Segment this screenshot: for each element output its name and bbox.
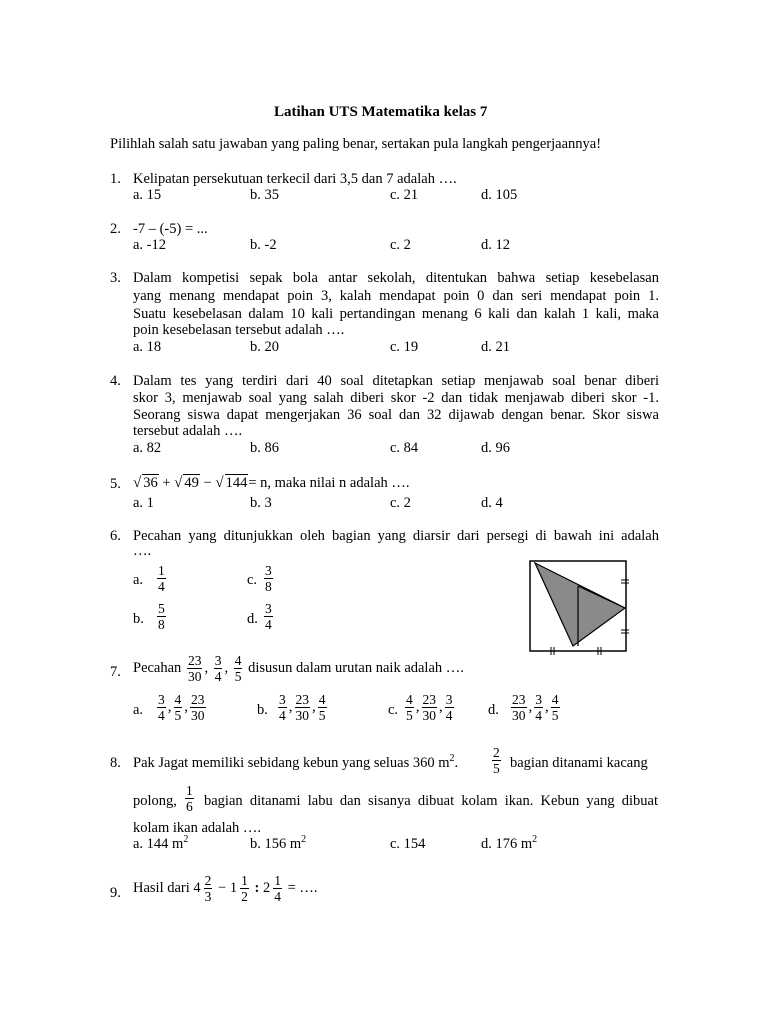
q7-option-d-label: d.: [488, 702, 499, 718]
q5-number: 5.: [110, 476, 121, 492]
q8-fraction-1: $\frac{2}{5}$: [493, 745, 500, 776]
q9-expression: Hasil dari 4 $\frac{2}{3}$ − 1 $\frac{1}{2}$ : 2 $\frac{1}{4}$ = ….: [133, 873, 318, 904]
q4-option-a: a. 82: [133, 440, 162, 456]
q7-option-a: $\frac{3}{4}$ , $\frac{4}{5}$ , $\frac{23}{30}$: [158, 692, 205, 723]
q6-number: 6.: [110, 528, 121, 544]
q2-option-c: c. 2: [390, 237, 411, 253]
q6-option-b-label: b.: [133, 611, 144, 627]
q7-option-c: $\frac{4}{5}$ , $\frac{23}{30}$ , $\frac{3}{4}$: [406, 692, 453, 723]
q5-expression: [133, 474, 410, 492]
q5-option-c: c. 2: [390, 495, 411, 511]
q3-number: 3.: [110, 270, 121, 286]
q6-option-d: $\frac{3}{4}$: [265, 601, 272, 632]
q6-dots: ….: [133, 543, 152, 559]
q3-option-b: b. 20: [250, 339, 279, 355]
q3-option-c: c. 19: [390, 339, 419, 355]
q3-option-d: d. 21: [481, 339, 510, 355]
instruction: Pilihlah salah satu jawaban yang paling benar, sertakan pula langkah pengerjaannya!: [110, 136, 602, 152]
q5-option-a: a. 1: [133, 495, 154, 511]
q3-line-2: yang menang mendapat poin 3, kalah mendapat poin 0 dan seri mendapat poin 1.: [133, 288, 659, 304]
q6-option-c-label: c.: [247, 572, 258, 588]
q4-line-3: Seorang siswa dapat mengerjakan 36 soal dan 32 dijawab dengan benar. Skor siswa: [133, 407, 659, 423]
q5-option-b: b. 3: [250, 495, 272, 511]
q5-plus: +: [162, 475, 171, 491]
q3-line-3: Suatu kesebelasan dalam 10 kali pertandingan menang 6 kali dan kalah 1 kali, maka: [133, 306, 659, 322]
q2-text: -7 – (-5) = ...: [133, 221, 208, 237]
q8-line-2-lead: polong,: [133, 793, 177, 809]
q7-option-d: $\frac{23}{30}$ , $\frac{3}{4}$ , $\frac{4}{5}$: [512, 692, 559, 723]
q1-text: Kelipatan persekutuan terkecil dari 3,5 dan 7 adalah ….: [133, 171, 457, 187]
q5-radicand-3: 144: [225, 475, 248, 491]
q4-number: 4.: [110, 373, 121, 389]
q3-line-1: Dalam kompetisi sepak bola antar sekolah, ditentukan bahwa setiap kesebelasan: [133, 270, 659, 286]
q4-line-2: skor 3, menjawab soal yang salah diberi skor -2 dan tidak menjawab diberi skor -1.: [133, 390, 659, 406]
q3-line-4: poin kesebelasan tersebut adalah ….: [133, 322, 345, 338]
q4-line-4: tersebut adalah ….: [133, 423, 243, 439]
q8-line-3: kolam ikan adalah ….: [133, 820, 262, 836]
q1-option-d: d. 105: [481, 187, 518, 203]
q7-text: Pecahan $\frac{23}{30}$ , $\frac{3}{4}$ , $\frac{4}{5}$ disusun dalam urutan naik adalah ….: [133, 653, 464, 684]
q4-line-1: Dalam tes yang terdiri dari 40 soal ditetapkan setiap menjawab soal benar diberi: [133, 373, 659, 389]
sqrt-sign: √: [215, 475, 224, 491]
q5-option-d: d. 4: [481, 495, 503, 511]
q5-tail: = n, maka nilai n adalah ….: [248, 475, 410, 491]
q6-option-c: $\frac{3}{8}$: [265, 563, 272, 594]
q8-line-1-tail: bagian ditanami kacang: [510, 755, 648, 771]
q1-option-c: c. 21: [390, 187, 419, 203]
page-title: Latihan UTS Matematika kelas 7: [274, 104, 488, 120]
q6-option-b: $\frac{5}{8}$: [158, 601, 165, 632]
q6-option-a: $\frac{1}{4}$: [158, 563, 165, 594]
q7-option-b-label: b.: [257, 702, 268, 718]
q1-option-b: b. 35: [250, 187, 279, 203]
q9-number: 9.: [110, 885, 121, 901]
q4-option-b: b. 86: [250, 440, 279, 456]
q2-number: 2.: [110, 221, 121, 237]
q5-radicand-1: 36: [143, 475, 158, 491]
q7-option-a-label: a.: [133, 702, 144, 718]
q5-minus: −: [203, 475, 212, 491]
sqrt-sign: √: [174, 475, 183, 491]
q4-option-d: d. 96: [481, 440, 510, 456]
q1-option-a: a. 15: [133, 187, 162, 203]
q7-option-c-label: c.: [388, 702, 399, 718]
q8-option-b: b. 156 $m^2$: [250, 834, 307, 852]
q7-number: 7.: [110, 664, 121, 680]
q8-line-2: bagian ditanami labu dan sisanya dibuat kolam ikan. Kebun yang dibuat: [204, 793, 658, 809]
q6-option-a-label: a.: [133, 572, 144, 588]
q7-option-b: $\frac{3}{4}$ , $\frac{23}{30}$ , $\frac{4}{5}$: [279, 692, 326, 723]
q6-option-d-label: d.: [247, 611, 258, 627]
q2-option-b: b. -2: [250, 237, 277, 253]
q6-text: Pecahan yang ditunjukkan oleh bagian yang diarsir dari persegi di bawah ini adalah: [133, 528, 659, 544]
q8-line-1: Pak Jagat memiliki sebidang kebun yang seluas 360 $m^2$.: [133, 753, 459, 771]
q4-option-c: c. 84: [390, 440, 419, 456]
q5-radicand-2: 49: [184, 475, 199, 491]
sqrt-sign: √: [133, 475, 142, 491]
q8-option-a: a. 144 $m^2$: [133, 834, 189, 852]
q2-option-d: d. 12: [481, 237, 510, 253]
q8-fraction-2: $\frac{1}{6}$: [186, 783, 193, 814]
shaded-square-figure: [525, 556, 635, 658]
q2-option-a: a. -12: [133, 237, 167, 253]
q8-option-c: c. 154: [390, 836, 426, 852]
q1-number: 1.: [110, 171, 121, 187]
q3-option-a: a. 18: [133, 339, 162, 355]
q8-number: 8.: [110, 755, 121, 771]
q8-option-d: d. 176 $m^2$: [481, 834, 538, 852]
